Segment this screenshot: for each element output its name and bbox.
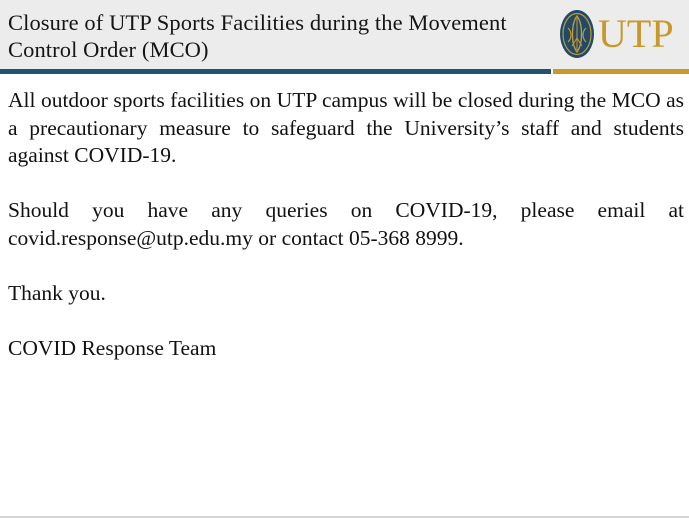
utp-logo (558, 8, 686, 60)
utp-logo-text: UTP (598, 11, 674, 56)
page-title: Closure of UTP Sports Facilities during the Movement Control Order (MCO) (8, 10, 507, 62)
announcement-body (8, 87, 684, 390)
signature-line: COVID Response Team (8, 335, 217, 360)
closure-paragraph: All outdoor sports facilities on UTP campus will be closed during the MCO as a precautionary measure to safeguard the University’s staff and students against COVID-19. (8, 88, 684, 167)
document-header (0, 0, 689, 69)
contact-paragraph: Should you have any queries on COVID-19, please email at covid.response@utp.edu.my or contact 05-368 8999. (8, 198, 684, 250)
header-divider-blue (0, 69, 551, 74)
closing-line: Thank you. (8, 280, 106, 305)
utp-emblem-icon (558, 8, 596, 60)
header-divider-gold (553, 69, 689, 74)
